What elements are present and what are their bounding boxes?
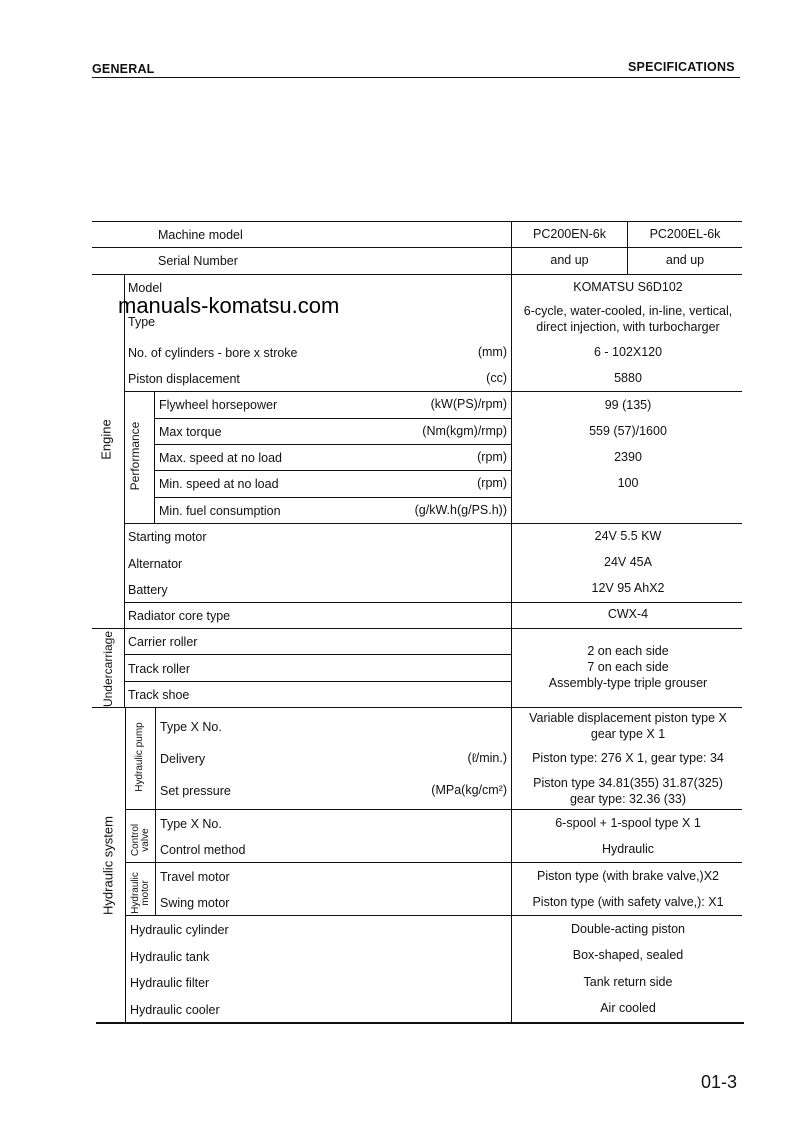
max-speed-value: 2390	[614, 450, 642, 464]
starting-motor-value: 24V 5.5 KW	[594, 529, 662, 543]
max-torque-label: Max torque	[159, 425, 222, 439]
min-speed-unit: (rpm)	[477, 476, 507, 490]
engine-model-label: Model	[128, 281, 163, 295]
travel-motor-label: Travel motor	[160, 870, 230, 884]
engine-model-value: KOMATSU S6D102	[573, 280, 683, 294]
flywheel-hp-value: 99 (135)	[604, 398, 652, 412]
swing-motor-value: Piston type (with safety valve,): X1	[532, 895, 724, 909]
hydraulic-system-section-label: Hydraulic system	[100, 816, 116, 915]
pump-delivery-unit: (ℓ/min.)	[467, 751, 507, 765]
undercarriage-section-label: Undercarriage	[101, 630, 115, 708]
min-fuel-label: Min. fuel consumption	[159, 504, 281, 518]
travel-motor-value: Piston type (with brake valve,)X2	[536, 869, 720, 883]
displacement-label: Piston displacement	[128, 372, 240, 386]
max-speed-unit: (rpm)	[477, 450, 507, 464]
engine-section-label: Engine	[98, 419, 114, 460]
displacement-value: 5880	[614, 371, 642, 385]
serial-pc200el: and up	[665, 253, 705, 267]
max-torque-value: 559 (57)/1600	[589, 424, 667, 438]
radiator-label: Radiator core type	[128, 609, 231, 623]
carrier-roller-label: Carrier roller	[128, 635, 198, 649]
carrier-roller-value: 2 on each side	[587, 644, 669, 658]
max-torque-unit: (Nm(kgm)/rmp)	[422, 424, 507, 438]
flywheel-hp-unit: (kW(PS)/rpm)	[430, 397, 507, 411]
machine-model-label: Machine model	[158, 228, 243, 242]
valve-control-label: Control method	[160, 843, 246, 857]
track-roller-label: Track roller	[128, 662, 191, 676]
track-shoe-value: Assembly-type triple grouser	[548, 676, 708, 690]
valve-type-label: Type X No.	[160, 817, 222, 831]
section-title-general: GENERAL	[92, 62, 155, 76]
pump-pressure-value-line2: gear type: 32.36 (33)	[569, 792, 687, 806]
header-rule	[92, 77, 740, 78]
control-valve-section-label: Control valve	[130, 823, 151, 857]
hyd-cooler-label: Hydraulic cooler	[130, 1003, 220, 1017]
radiator-value: CWX-4	[607, 607, 649, 621]
hyd-cylinder-value: Double-acting piston	[571, 922, 685, 936]
hydraulic-motor-section-label: Hydraulic motor	[130, 872, 151, 914]
performance-section-label: Performance	[128, 421, 142, 491]
model-pc200el: PC200EL-6k	[649, 227, 721, 241]
hydraulic-pump-section-label: Hydraulic pump	[134, 722, 145, 792]
section-title-specifications: SPECIFICATIONS	[628, 60, 735, 74]
pump-type-label: Type X No.	[160, 720, 222, 734]
pump-delivery-value: Piston type: 276 X 1, gear type: 34	[532, 751, 724, 765]
pump-type-value-line1: Variable displacement piston type X	[529, 711, 727, 725]
pump-pressure-value-line1: Piston type 34.81(355) 31.87(325)	[533, 776, 723, 790]
hyd-filter-label: Hydraulic filter	[130, 976, 210, 990]
serial-pc200en: and up	[550, 253, 589, 267]
pump-delivery-label: Delivery	[160, 752, 206, 766]
engine-type-value-line2: direct injection, with turbocharger	[536, 320, 720, 334]
hyd-tank-label: Hydraulic tank	[130, 950, 210, 964]
hyd-cylinder-label: Hydraulic cylinder	[130, 923, 229, 937]
engine-type-label: Type	[128, 315, 156, 329]
pump-type-value-line2: gear type X 1	[590, 727, 666, 741]
battery-value: 12V 95 AhX2	[591, 581, 665, 595]
watermark-text: manuals-komatsu.com	[118, 293, 340, 318]
track-shoe-label: Track shoe	[128, 688, 190, 702]
cylinders-label: No. of cylinders - bore x stroke	[128, 346, 298, 360]
page-number: 01-3	[701, 1072, 738, 1092]
pump-pressure-label: Set pressure	[160, 784, 231, 798]
starting-motor-label: Starting motor	[128, 530, 207, 544]
cylinders-value: 6 - 102X120	[593, 345, 663, 359]
swing-motor-label: Swing motor	[160, 896, 230, 910]
hyd-tank-value: Box-shaped, sealed	[572, 948, 684, 962]
serial-number-label: Serial Number	[158, 254, 238, 268]
cylinders-unit: (mm)	[477, 345, 507, 359]
displacement-unit: (cc)	[486, 371, 507, 385]
pump-pressure-unit: (MPa(kg/cm²)	[431, 783, 507, 797]
model-pc200en: PC200EN-6k	[533, 227, 606, 241]
valve-control-value: Hydraulic	[601, 842, 655, 856]
engine-type-value-line1: 6-cycle, water-cooled, in-line, vertical,	[523, 304, 733, 318]
alternator-value: 24V 45A	[604, 555, 652, 569]
min-speed-label: Min. speed at no load	[159, 477, 279, 491]
hyd-cooler-value: Air cooled	[600, 1001, 656, 1015]
valve-type-value: 6-spool + 1-spool type X 1	[555, 816, 701, 830]
hyd-filter-value: Tank return side	[583, 975, 673, 989]
max-speed-label: Max. speed at no load	[159, 451, 282, 465]
alternator-label: Alternator	[128, 557, 183, 571]
min-fuel-unit: (g/kW.h(g/PS.h))	[414, 503, 507, 517]
flywheel-hp-label: Flywheel horsepower	[159, 398, 278, 412]
battery-label: Battery	[128, 583, 168, 597]
min-speed-value: 100	[617, 476, 639, 490]
track-roller-value: 7 on each side	[587, 660, 669, 674]
